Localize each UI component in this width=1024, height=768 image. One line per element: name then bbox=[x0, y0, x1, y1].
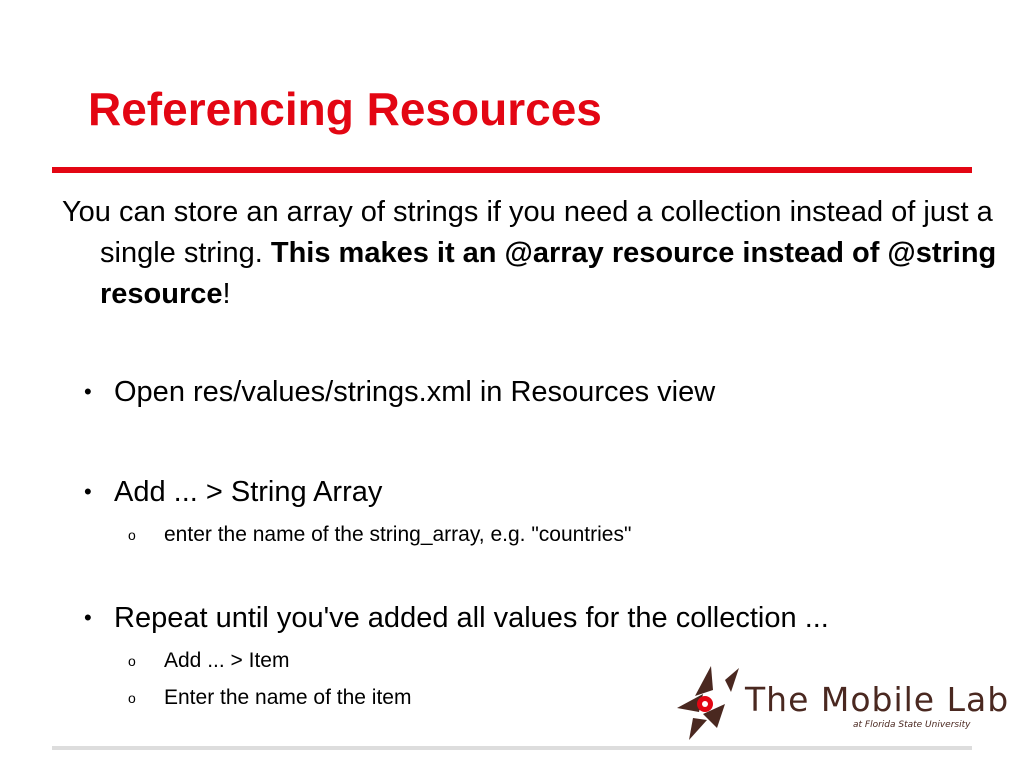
bullet-text: Repeat until you've added all values for the collection ... bbox=[114, 602, 829, 634]
slide-title: Referencing Resources bbox=[88, 83, 602, 135]
intro-bold-text: This makes it an @array resource instead of @string resource bbox=[100, 237, 997, 310]
title-underline bbox=[52, 167, 972, 173]
bullet-icon: • bbox=[84, 605, 92, 630]
footer-divider bbox=[52, 746, 972, 750]
sub-bullet-text: enter the name of the string_array, e.g. "countries" bbox=[164, 523, 632, 546]
mobile-lab-logo bbox=[673, 662, 1023, 742]
sub-bullet-item bbox=[128, 685, 411, 711]
sub-bullet-text: Add ... > Item bbox=[164, 649, 290, 672]
mobile-lab-logo-icon bbox=[673, 662, 743, 742]
bullet-text: Add ... > String Array bbox=[114, 476, 383, 508]
bullet-item bbox=[84, 474, 382, 510]
sub-bullet-item bbox=[128, 648, 289, 674]
sub-bullet-icon: o bbox=[128, 653, 136, 670]
sub-bullet-item bbox=[128, 522, 631, 548]
sub-bullet-text: Enter the name of the item bbox=[164, 686, 412, 709]
logo-name: The Mobile Lab bbox=[745, 680, 1010, 719]
intro-paragraph bbox=[62, 192, 1000, 315]
intro-text: You can store an array of strings if you need a collection instead of just a single string. bbox=[62, 196, 993, 269]
sub-bullet-icon: o bbox=[128, 527, 136, 544]
bullet-icon: • bbox=[84, 479, 92, 504]
logo-subtitle: at Florida State University bbox=[853, 720, 971, 730]
bullet-item bbox=[84, 600, 829, 636]
bullet-text: Open res/values/strings.xml in Resources view bbox=[114, 376, 716, 408]
bullet-item bbox=[84, 374, 715, 410]
sub-bullet-icon: o bbox=[128, 690, 136, 707]
bullet-icon: • bbox=[84, 379, 92, 404]
intro-end: ! bbox=[222, 278, 231, 310]
